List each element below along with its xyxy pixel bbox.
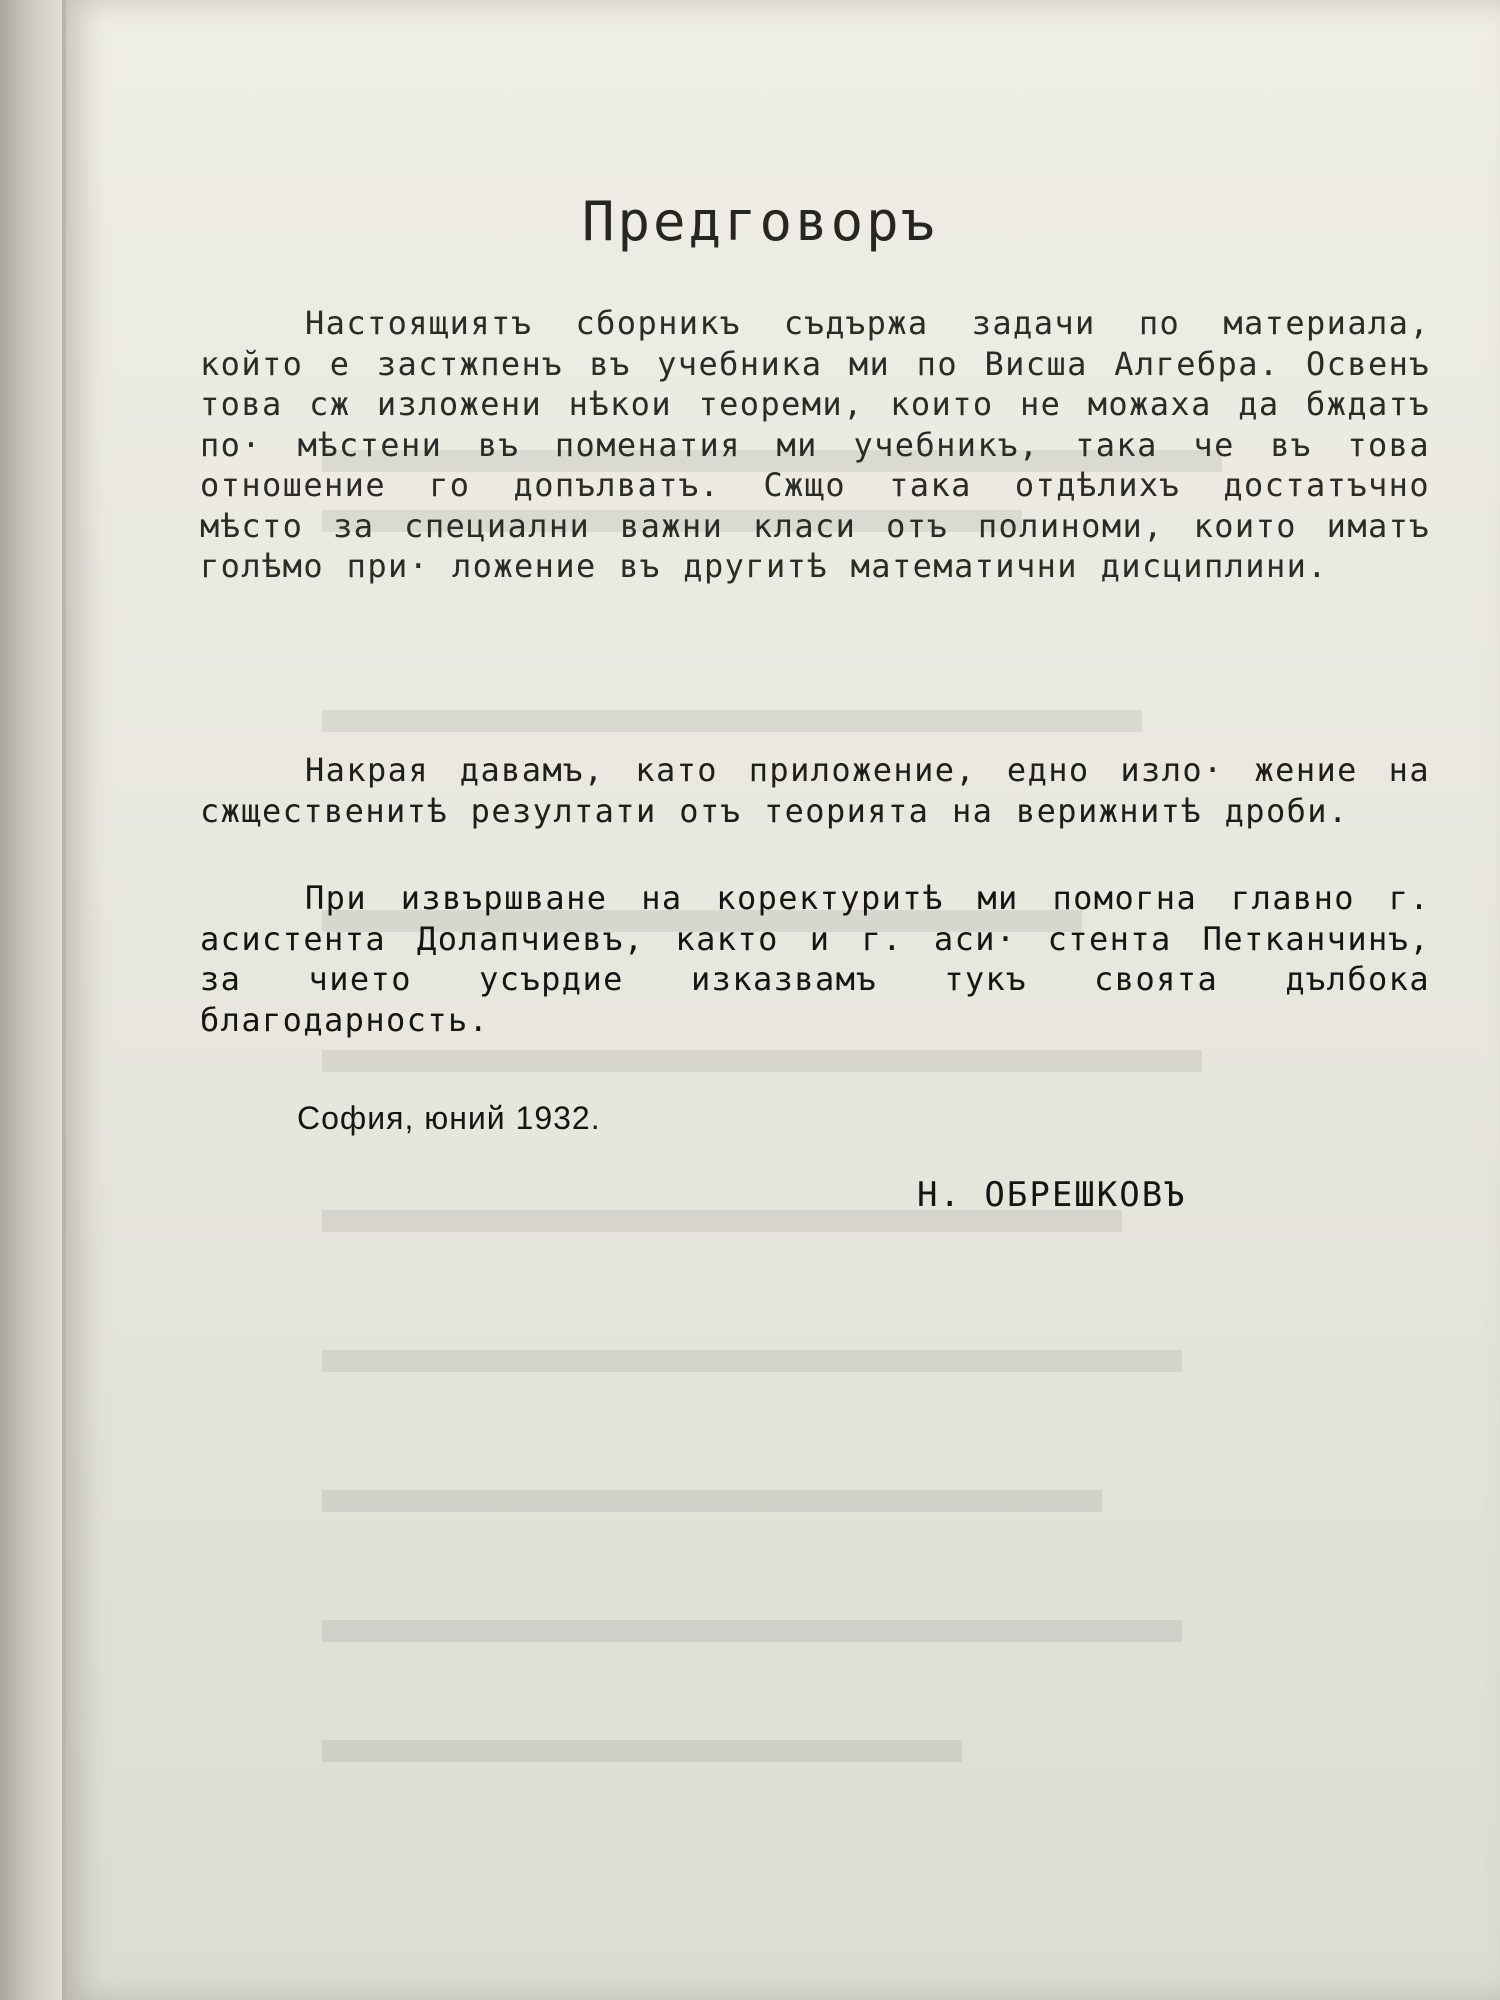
book-gutter xyxy=(0,0,70,2000)
paragraph-2: Накрая давамъ, като приложение, едно изло· жение на сжщественитѣ резултати отъ теорията на верижнитѣ дроби. xyxy=(200,751,1430,830)
place-and-date: София, юний 1932. xyxy=(297,1100,601,1136)
book-page xyxy=(62,0,1500,2000)
paragraph-3: При извършване на коректуритѣ ми помогна главно г. асистента Долапчиевъ, както и г. аси· стента Петканчинъ, за чието усърдие изказвамъ тукъ своята дълбока благодарность. xyxy=(200,879,1430,1039)
preface-content xyxy=(62,0,1500,2000)
author-signature: Н. ОБРЕШКОВЪ xyxy=(917,1175,1187,1215)
page-title: Предговоръ xyxy=(582,190,938,253)
paragraph-1: Настоящиятъ сборникъ съдържа задачи по материала, който е застжпенъ въ учебника ми по Висша Алгебра. Освенъ това сж изложени нѣкои теореми, които не можаха да бждатъ по· мѣстени въ поменатия ми учебникъ, така че въ това отношение го допълватъ. Сжщо така отдѣлихъ достатъчно мѣсто за специални важни класи отъ полиноми, които иматъ голѣмо при· ложение въ другитѣ математични дисциплини. xyxy=(200,304,1430,585)
